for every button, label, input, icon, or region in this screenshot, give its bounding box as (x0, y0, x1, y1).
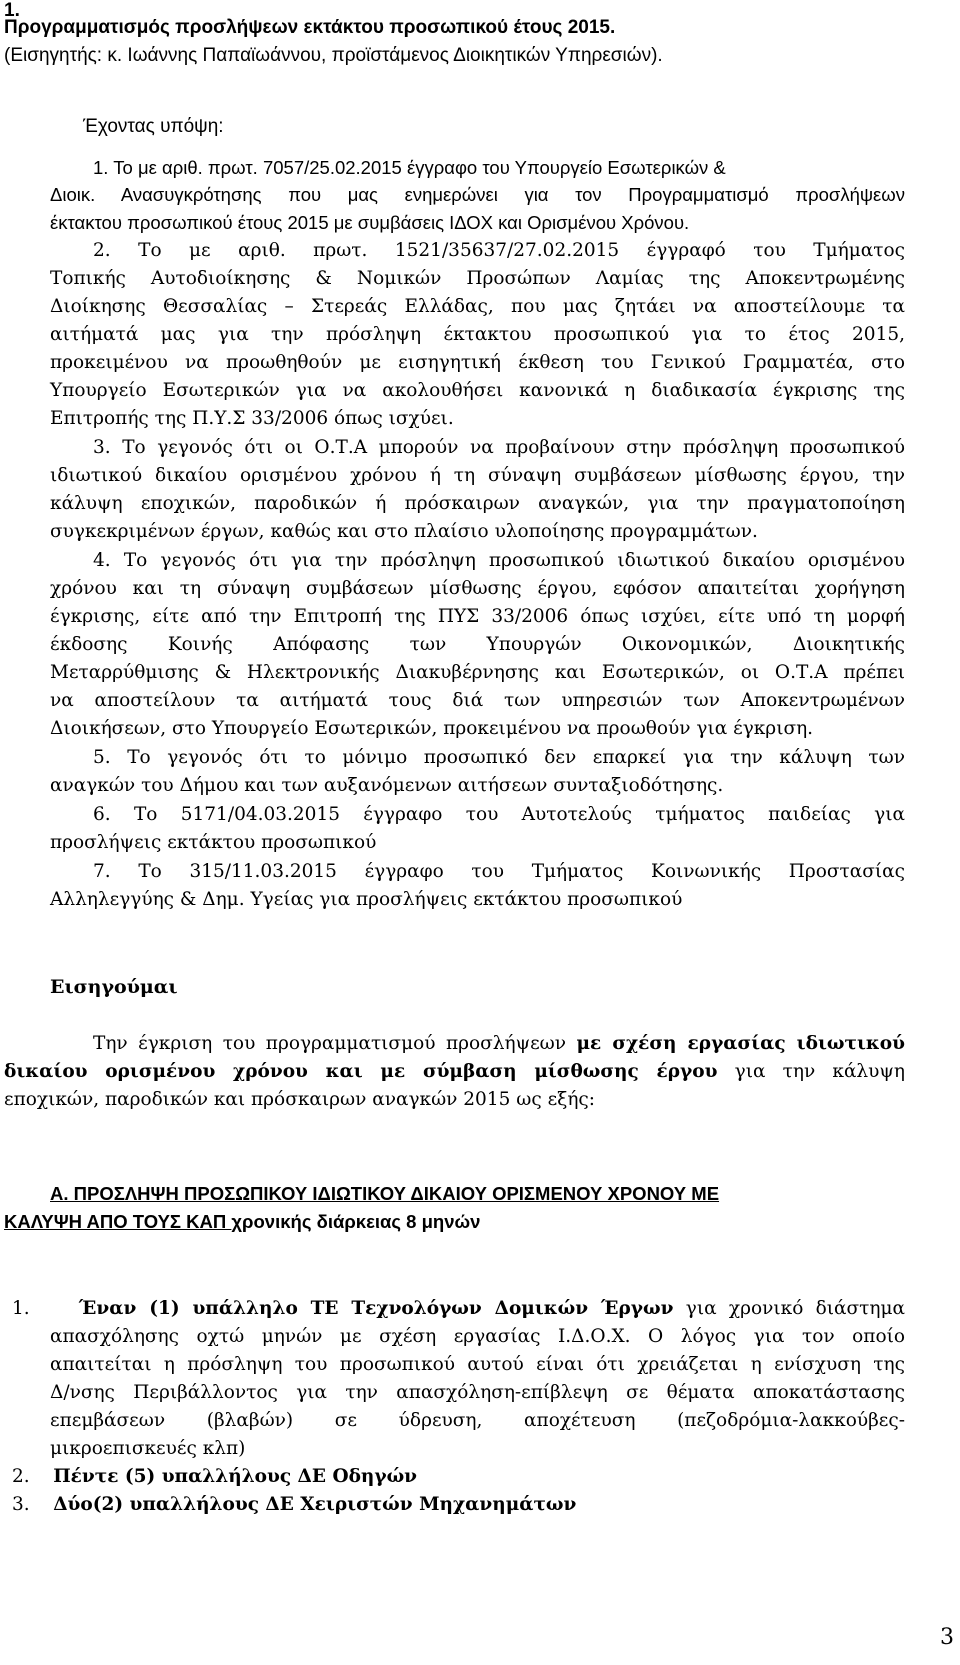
consideration-text: Το γεγονός ότι για την πρόσληψη προσωπικού ιδιωτικού δικαίου ορισμένου (123, 550, 905, 571)
proposal-emphasis-1: με σχέση εργασίας ιδιωτικού (576, 1033, 905, 1054)
consideration-7-line-2: Αλληλεγγύης & Δημ. Υγείας για προσλήψεις εκτάκτου προσωπικού (50, 889, 683, 910)
position-title: Πέντε (5) υπαλλήλους ΔΕ Οδηγών (53, 1466, 418, 1487)
consideration-number: 2. (93, 240, 111, 261)
consideration-text: Το γεγονός ότι οι Ο.Τ.Α μπορούν να προβαίνουν στην πρόσληψη προσωπικού (122, 437, 905, 458)
proposal-line-2 (4, 1061, 905, 1082)
section-a-heading-line-1: Α. ΠΡΟΣΛΗΨΗ ΠΡΟΣΩΠΙΚΟΥ ΙΔΙΩΤΙΚΟΥ ΔΙΚΑΙΟΥ ΟΡΙΣΜΕΝΟΥ ΧΡΟΝΟΥ ΜΕ (50, 1183, 720, 1204)
consideration-3-line-3: κάλυψη εποχικών, παροδικών ή πρόσκαιρων αναγκών, για την πραγματοποίηση (50, 493, 905, 514)
position-1-line-4: Δ/νσης Περιβάλλοντος για την απασχόληση-επίβλεψη σε θέματα αποκατάστασης (50, 1382, 905, 1403)
consideration-2-line-7: Επιτροπής της Π.Υ.Σ 33/2006 όπως ισχύει. (50, 408, 454, 429)
item-number: 1. (4, 0, 20, 21)
proposal-tail-1: για την κάλυψη (734, 1061, 905, 1082)
consideration-number: 5. (93, 747, 111, 768)
position-number: 3. (12, 1494, 30, 1515)
page-number: 3 (940, 1625, 954, 1650)
consideration-4-line-4: έκδοσης Κοινής Απόφασης των Υπουργών Οικονομικών, Διοικητικής (50, 634, 905, 655)
considering-label: Έχοντας υπόψη: (83, 116, 224, 137)
position-2 (12, 1466, 417, 1487)
consideration-text: Το με αριθ. πρωτ. 7057/25.02.2015 έγγραφο του Υπουργείο Εσωτερικών & (113, 157, 726, 178)
consideration-2-line-5: προκειμένου να προωθηθούν με εισηγητική έκθεση του Γενικού Γραμματέα, στο (50, 352, 905, 373)
consideration-5-line-1 (93, 747, 905, 768)
consideration-6-line-1 (93, 804, 905, 825)
consideration-number: 3. (93, 437, 111, 458)
consideration-3-line-2: ιδιωτικού δικαίου ορισμένου χρόνου ή τη σύναψη συμβάσεων μίσθωσης έργου, την (50, 465, 905, 486)
position-1-line-5: επεμβάσεων (βλαβών) σε ύδρευση, αποχέτευση (πεζοδρόμια-λακκούβες- (50, 1410, 905, 1431)
position-1-line-1 (12, 1298, 905, 1319)
consideration-text: Το 315/11.03.2015 έγγραφο του Τμήματος Κοινωνικής Προστασίας (138, 861, 905, 882)
consideration-4-line-7: Διοικήσεων, στο Υπουργείο Εσωτερικών, προκειμένου να προωθούν για έγκριση. (50, 718, 814, 739)
proposal-line-3: εποχικών, παροδικών και πρόσκαιρων αναγκών 2015 ως εξής: (4, 1089, 596, 1110)
position-1-line-2: απασχόλησης οχτώ μηνών με σχέση εργασίας Ι.Δ.Ο.Χ. Ο λόγος για τον οποίο (50, 1326, 905, 1347)
presenter-line: (Εισηγητής: κ. Ιωάννης Παπαϊωάννου, προϊστάμενος Διοικητικών Υπηρεσιών). (4, 45, 663, 66)
consideration-4-line-5: Μεταρρύθμισης & Ηλεκτρονικής Διακυβέρνησης και Εσωτερικών, οι Ο.Τ.Α πρέπει (50, 662, 905, 683)
consideration-4-line-6: να αποστείλουν τα αιτήματά τους διά των υπηρεσιών των Αποκεντρωμένων (50, 690, 905, 711)
consideration-number: 6. (93, 804, 111, 825)
position-3 (12, 1494, 576, 1515)
consideration-5-line-2: αναγκών του Δήμου και των αυξανόμενων αιτήσεων συνταξιοδότησης. (50, 775, 724, 796)
consideration-text: Το 5171/04.03.2015 έγγραφο του Αυτοτελούς τμήματος παιδείας για (133, 804, 905, 825)
section-a-underlined: ΚΑΛΥΨΗ ΑΠΟ ΤΟΥΣ ΚΑΠ (4, 1211, 232, 1232)
position-1-line-6: μικροεπισκευές κλπ) (50, 1438, 246, 1459)
document-title: Προγραμματισμός προσλήψεων εκτάκτου προσωπικού έτους 2015. (4, 17, 616, 38)
consideration-2-line-4: αιτήματά μας για την πρόσληψη έκτακτου προσωπικού για το έτος 2015, (50, 324, 905, 345)
section-a-duration: χρονικής διάρκειας 8 μηνών (231, 1211, 481, 1232)
consideration-text: Το γεγονός ότι το μόνιμο προσωπικό δεν επαρκεί για την κάλυψη των (127, 747, 905, 768)
consideration-number: 1. (93, 157, 109, 178)
position-title: Έναν (1) υπάλληλο ΤΕ Τεχνολόγων Δομικών Έργων (78, 1298, 674, 1319)
consideration-text: Το με αριθ. πρωτ. 1521/35637/27.02.2015 έγγραφό του Τμήματος (138, 240, 905, 261)
position-text: για χρονικό διάστημα (685, 1298, 905, 1319)
consideration-number: 4. (93, 550, 111, 571)
consideration-2-line-1 (93, 240, 905, 261)
consideration-6-line-2: προσλήψεις εκτάκτου προσωπικού (50, 832, 377, 853)
consideration-number: 7. (93, 861, 111, 882)
position-number: 1. (12, 1298, 30, 1319)
proposal-emphasis-2: δικαίου ορισμένου χρόνου και με σύμβαση μίσθωσης έργου (4, 1061, 718, 1082)
position-1-line-3: απαιτείται η πρόσληψη του προσωπικού αυτού είναι ότι χρειάζεται η ενίσχυση της (50, 1354, 905, 1375)
consideration-3-line-4: συγκεκριμένων έργων, καθώς και στο πλαίσιο υλοποίησης προγραμμάτων. (50, 521, 758, 542)
consideration-7-line-1 (93, 861, 905, 882)
consideration-3-line-1 (93, 437, 905, 458)
position-number: 2. (12, 1466, 30, 1487)
consideration-2-line-6: Υπουργείο Εσωτερικών για να ακολουθήσει κανονικά η διαδικασία έγκρισης της (50, 380, 905, 401)
section-a-heading-line-2 (4, 1211, 480, 1233)
proposal-heading: Εισηγούμαι (50, 976, 178, 998)
proposal-line-1 (93, 1033, 905, 1054)
consideration-4-line-1 (93, 550, 905, 571)
consideration-4-line-2: χρόνου και τη σύναψη συμβάσεων μίσθωσης έργου, εφόσον απαιτείται χορήγηση (50, 578, 905, 599)
consideration-1-line-3: έκτακτου προσωπικού έτους 2015 με συμβάσεις ΙΔΟΧ και Ορισμένου Χρόνου. (50, 212, 690, 233)
consideration-4-line-3: έγκρισης, είτε από την Επιτροπή της ΠΥΣ 33/2006 όπως ισχύει, είτε υπό τη μορφή (50, 606, 905, 627)
consideration-1-line-2: Διοικ. Ανασυγκρότησης που μας ενημερώνει για τον Προγραμματισμό προσλήψεων (50, 184, 905, 205)
consideration-2-line-3: Διοίκησης Θεσσαλίας – Στερεάς Ελλάδας, που μας ζητάει να αποστείλουμε τα (50, 296, 905, 317)
proposal-intro: Την έγκριση του προγραμματισμού προσλήψεων (93, 1033, 566, 1054)
consideration-2-line-2: Τοπικής Αυτοδιοίκησης & Νομικών Προσώπων Λαμίας της Αποκεντρωμένης (50, 268, 905, 289)
position-title: Δύο(2) υπαλλήλους ΔΕ Χειριστών Μηχανημάτων (53, 1494, 577, 1515)
consideration-1-line-1 (93, 157, 903, 179)
